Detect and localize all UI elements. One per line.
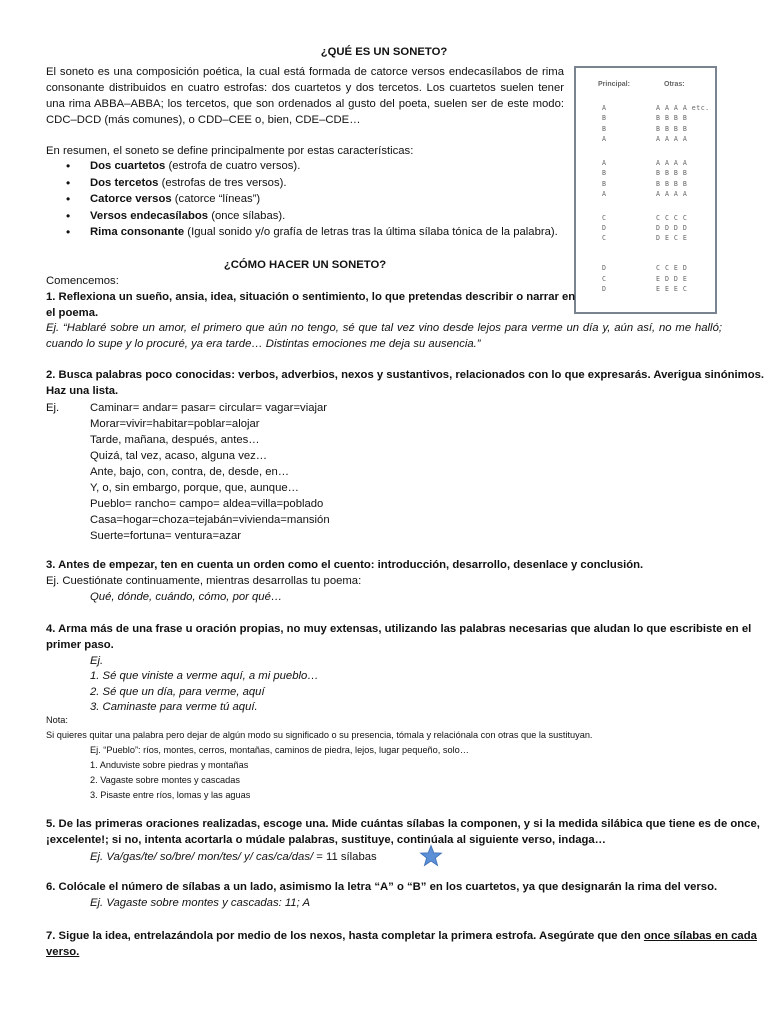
characteristic-desc: (estrofas de tres versos). bbox=[158, 177, 287, 189]
step-7-line-2: verso. bbox=[46, 946, 80, 958]
step-2-line-1: 2. Busca palabras poco conocidas: verbos, adverbios, nexos y sustantivos, relacionados con lo que expresarás. Averigua sinónimos. bbox=[46, 369, 765, 381]
bullet-icon: • bbox=[66, 209, 71, 223]
step-5-line-2: ¡excelente!; si no, intenta acortarla o múdale palabras, sustituye, continúala al siguiente verso, indaga… bbox=[46, 834, 606, 846]
bullet-icon: • bbox=[66, 176, 71, 190]
star-icon bbox=[419, 844, 443, 868]
rhyme-principal-letter: D bbox=[602, 264, 607, 272]
list-item: Morar=vivir=habitar=poblar=alojar bbox=[90, 418, 260, 430]
rhyme-other-letters: B B B B bbox=[656, 114, 688, 122]
list-item: Quizá, tal vez, acaso, alguna vez… bbox=[90, 450, 268, 462]
list-item bbox=[90, 191, 260, 207]
characteristic-desc: (estrofa de cuatro versos). bbox=[165, 160, 301, 172]
list-item: 3. Pisaste entre ríos, lomas y las aguas bbox=[90, 790, 251, 800]
rhyme-principal-letter: A bbox=[602, 159, 607, 167]
syllable-count: = 11 sílabas bbox=[313, 851, 377, 863]
characteristic-desc: (catorce “líneas”) bbox=[171, 193, 261, 205]
rhyme-principal-letter: D bbox=[602, 285, 607, 293]
step-4-line-2: primer paso. bbox=[46, 639, 114, 651]
step-3-example: Ej. Cuestiónate continuamente, mientras desarrollas tu poema: bbox=[46, 575, 362, 587]
list-item: Casa=hogar=choza=tejabán=vivienda=mansión bbox=[90, 514, 330, 526]
syllable-split: Ej. Va/gas/te/ so/bre/ mon/tes/ y/ cas/ca/das/ bbox=[90, 851, 314, 863]
step-3-questions: Qué, dónde, cuándo, cómo, por qué… bbox=[90, 591, 283, 603]
bullet-icon: • bbox=[66, 159, 71, 173]
rhyme-principal-letter: C bbox=[602, 214, 607, 222]
characteristic-desc: (once sílabas). bbox=[208, 210, 286, 222]
step-2-line-2: Haz una lista. bbox=[46, 385, 119, 397]
characteristic-term: Dos cuartetos bbox=[90, 160, 166, 172]
rhyme-principal-letter: D bbox=[602, 224, 607, 232]
rhyme-other-letters: C C E D bbox=[656, 264, 688, 272]
step-1-line-1: 1. Reflexiona un sueño, ansia, idea, situación o sentimiento, lo que pretendas describir o narrar en bbox=[46, 291, 576, 303]
rhyme-principal-letter: B bbox=[602, 125, 607, 133]
rhyme-other-letters: A A A A bbox=[656, 159, 688, 167]
step-2-ej: Ej. bbox=[46, 402, 60, 414]
characteristic-term: Catorce versos bbox=[90, 193, 172, 205]
rhyme-principal-letter: A bbox=[602, 104, 607, 112]
rhyme-other-letters: E E E C bbox=[656, 285, 688, 293]
step-7-underlined: once sílabas en cada bbox=[643, 930, 757, 942]
list-item: 2. Sé que un día, para verme, aquí bbox=[90, 686, 265, 698]
step-5-example bbox=[90, 849, 377, 865]
list-item: Pueblo= rancho= campo= aldea=villa=poblado bbox=[90, 498, 324, 510]
bullet-icon: • bbox=[66, 225, 71, 239]
step-4-line-1: 4. Arma más de una frase u oración propias, no muy extensas, utilizando las palabras necesarias que aludan lo que escribiste en el bbox=[46, 623, 752, 635]
step-6-line-1: 6. Colócale el número de sílabas a un lado, asimismo la letra “A” o “B” en los cuartetos, ya que designarán la rima del verso. bbox=[46, 881, 718, 893]
rhyme-other-letters: D E C E bbox=[656, 234, 688, 242]
rhyme-principal-letter: A bbox=[602, 135, 607, 143]
list-item: Y, o, sin embargo, porque, que, aunque… bbox=[90, 482, 299, 494]
list-item: Tarde, mañana, después, antes… bbox=[90, 434, 260, 446]
step-1-example-line-2: cuando lo supe y lo procuré, ya era tarde… Distintas emociones me deja su ausencia.” bbox=[46, 338, 481, 350]
start-label: Comencemos: bbox=[46, 275, 119, 287]
list-item: Ante, bajo, con, contra, de, desde, en… bbox=[90, 466, 290, 478]
step-6-example: Ej. Vagaste sobre montes y cascadas: 11; A bbox=[90, 897, 310, 909]
rhyme-principal-letter: B bbox=[602, 114, 607, 122]
figure-header-principal: Principal: bbox=[598, 81, 630, 88]
step-7-text: 7. Sigue la idea, entrelazándola por medio de los nexos, hasta completar la primera estrofa. Asegúrate que den bbox=[46, 930, 644, 942]
characteristic-term: Dos tercetos bbox=[90, 177, 159, 189]
list-item: Suerte=fortuna= ventura=azar bbox=[90, 530, 242, 542]
note-label: Nota: bbox=[46, 715, 68, 725]
list-item bbox=[90, 208, 285, 224]
list-item bbox=[90, 175, 287, 191]
bullet-icon: • bbox=[66, 192, 71, 206]
rhyme-principal-letter: C bbox=[602, 275, 607, 283]
step-4-ej: Ej. bbox=[90, 655, 104, 667]
rhyme-other-letters: E D D E bbox=[656, 275, 688, 283]
step-3-line-1: 3. Antes de empezar, ten en cuenta un orden como el cuento: introducción, desarrollo, desenlace y conclusión. bbox=[46, 559, 644, 571]
step-7-line-1 bbox=[46, 928, 757, 944]
list-item bbox=[90, 224, 558, 240]
figure-header-other: Otras: bbox=[664, 81, 685, 88]
step-1-example-line-1: Ej. “Hablaré sobre un amor, el primero que aún no tengo, sé que tal vez vino desde lejos para verme un día y, aún así, no me halló; bbox=[46, 322, 722, 334]
list-item: 3. Caminaste para verme tú aquí. bbox=[90, 701, 258, 713]
rhyme-principal-letter: C bbox=[602, 234, 607, 242]
characteristic-term: Versos endecasílabos bbox=[90, 210, 209, 222]
intro-line-1: El soneto es una composición poética, la cual está formada de catorce versos endecasílabos de rima bbox=[46, 66, 564, 78]
rhyme-principal-letter: B bbox=[602, 169, 607, 177]
rhyme-other-letters: A A A A etc. bbox=[656, 104, 710, 112]
summary-intro: En resumen, el soneto se define principalmente por estas características: bbox=[46, 145, 414, 157]
step-5-line-1: 5. De las primeras oraciones realizadas, escoge una. Mide cuántas sílabas la componen, y si la medida silábica que tiene es de once, bbox=[46, 818, 760, 830]
intro-line-4: CDC–DCD (más comunes), o CDD–CEE o, bien, CDE–CDE… bbox=[46, 114, 361, 126]
characteristic-term: Rima consonante bbox=[90, 226, 185, 238]
rhyme-scheme-figure bbox=[574, 66, 717, 314]
rhyme-principal-letter: A bbox=[602, 190, 607, 198]
rhyme-other-letters: B B B B bbox=[656, 180, 688, 188]
list-item: Caminar= andar= pasar= circular= vagar=viajar bbox=[90, 402, 328, 414]
rhyme-other-letters: B B B B bbox=[656, 169, 688, 177]
list-item: 1. Anduviste sobre piedras y montañas bbox=[90, 760, 249, 770]
rhyme-other-letters: D D D D bbox=[656, 224, 688, 232]
rhyme-other-letters: A A A A bbox=[656, 135, 688, 143]
rhyme-other-letters: B B B B bbox=[656, 125, 688, 133]
list-item: 2. Vagaste sobre montes y cascadas bbox=[90, 775, 240, 785]
how-to-title: ¿CÓMO HACER UN SONETO? bbox=[223, 259, 387, 271]
intro-line-3: una rima ABBA–ABBA; los tercetos, que son ordenados al gusto del poeta, suelen ser de este modo: bbox=[46, 98, 564, 110]
rhyme-principal-letter: B bbox=[602, 180, 607, 188]
step-1-line-2: el poema. bbox=[46, 307, 99, 319]
list-item: 1. Sé que viniste a verme aquí, a mi pueblo… bbox=[90, 670, 319, 682]
rhyme-other-letters: C C C C bbox=[656, 214, 688, 222]
note-text: Si quieres quitar una palabra pero dejar de algún modo su significado o su presencia, tómala y relaciónala con otras que la sustituyan. bbox=[46, 730, 593, 740]
page-title: ¿QUÉ ES UN SONETO? bbox=[320, 46, 448, 58]
note-example: Ej. “Pueblo”: ríos, montes, cerros, montañas, caminos de piedra, lejos, lugar pequeño, solo… bbox=[90, 745, 469, 755]
characteristic-desc: (Igual sonido y/o grafía de letras tras la última sílaba tónica de la palabra). bbox=[184, 226, 558, 238]
rhyme-other-letters: A A A A bbox=[656, 190, 688, 198]
intro-line-2: consonante distribuidos en cuatro estrofas: dos cuartetos y dos tercetos. Los cuartetos suelen tener bbox=[46, 82, 564, 94]
list-item bbox=[90, 158, 300, 174]
